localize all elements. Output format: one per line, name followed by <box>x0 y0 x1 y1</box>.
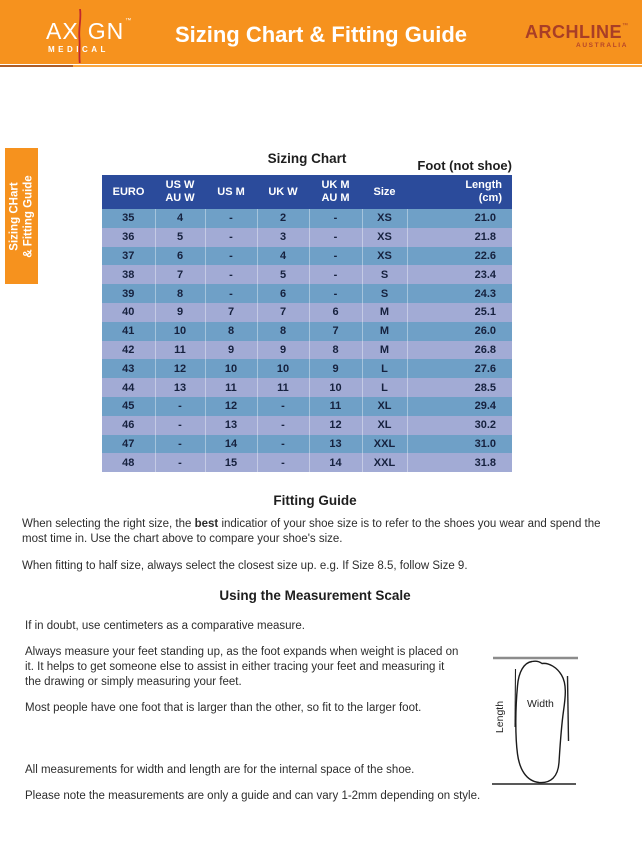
foot-measurement-diagram <box>488 650 600 795</box>
table-row <box>102 378 512 397</box>
table-cell: 8 <box>155 284 205 303</box>
table-cell: XS <box>362 209 407 228</box>
table-cell: 13 <box>155 378 205 397</box>
table-cell: 13 <box>205 416 257 435</box>
table-row <box>102 359 512 378</box>
table-cell: 3 <box>257 228 309 247</box>
table-cell: - <box>155 435 205 454</box>
table-cell: XXL <box>362 453 407 472</box>
table-row <box>102 416 512 435</box>
width-label: Width <box>527 698 554 710</box>
side-tab-line2: & Fitting Guide <box>22 175 34 258</box>
table-cell: 25.1 <box>474 306 496 319</box>
table-cell: - <box>309 247 362 266</box>
table-cell: - <box>205 284 257 303</box>
table-cell: XS <box>362 228 407 247</box>
table-cell: - <box>257 397 309 416</box>
sizing-table-header-row <box>102 175 512 209</box>
table-cell: XL <box>362 416 407 435</box>
table-cell: L <box>362 359 407 378</box>
table-row <box>102 247 512 266</box>
table-cell: 45 <box>102 397 155 416</box>
table-cell: 12 <box>205 397 257 416</box>
column-header: UK M AU M <box>309 175 362 209</box>
table-cell: 38 <box>102 265 155 284</box>
measurement-paragraph-5: Please note the measurements are only a guide and can vary 1-2mm depending on style. <box>25 790 481 802</box>
table-cell: L <box>362 378 407 397</box>
table-cell: 14 <box>309 453 362 472</box>
table-cell: - <box>205 209 257 228</box>
table-cell: 9 <box>205 341 257 360</box>
measurement-heading: Using the Measurement Scale <box>219 588 411 603</box>
paragraph-bold-word: best <box>194 518 219 530</box>
column-header: UK W <box>257 175 309 209</box>
column-header: Size <box>362 175 407 209</box>
table-cell: - <box>155 416 205 435</box>
axign-trademark: ™ <box>125 18 133 24</box>
table-cell: 10 <box>257 359 309 378</box>
table-row <box>102 453 512 472</box>
table-cell: 11 <box>205 378 257 397</box>
table-cell: 21.8 <box>474 231 496 244</box>
table-cell: 4 <box>155 209 205 228</box>
side-tab <box>5 148 38 284</box>
table-cell: - <box>309 228 362 247</box>
table-cell: 8 <box>309 341 362 360</box>
table-cell: 31.8 <box>474 456 496 469</box>
table-row <box>102 284 512 303</box>
table-cell: 41 <box>102 322 155 341</box>
axign-red-line-icon <box>77 9 83 63</box>
table-cell: - <box>155 453 205 472</box>
table-cell: 31.0 <box>474 437 496 450</box>
table-row <box>102 303 512 322</box>
table-cell: 6 <box>257 284 309 303</box>
table-cell: 6 <box>309 303 362 322</box>
table-cell: 15 <box>205 453 257 472</box>
measurement-paragraph-4: All measurements for width and length are for the internal space of the shoe. <box>25 764 415 776</box>
table-cell: - <box>205 265 257 284</box>
table-cell: - <box>257 435 309 454</box>
axign-word-right: GN <box>87 18 125 44</box>
table-cell: S <box>362 265 407 284</box>
table-cell: 42 <box>102 341 155 360</box>
table-cell: - <box>205 228 257 247</box>
table-row <box>102 209 512 228</box>
table-cell: XXL <box>362 435 407 454</box>
table-cell: 28.5 <box>474 381 496 394</box>
archline-sublabel: AUSTRALIA <box>576 42 628 49</box>
sizing-table-body <box>102 209 512 472</box>
table-cell: 21.0 <box>474 212 496 225</box>
table-cell: 12 <box>155 359 205 378</box>
table-cell: 10 <box>309 378 362 397</box>
length-label: Length <box>494 700 506 734</box>
table-cell: 30.2 <box>474 419 496 432</box>
archline-wordmark: ARCHLINE <box>525 22 622 42</box>
archline-logo <box>525 23 628 50</box>
table-cell: 6 <box>155 247 205 266</box>
fitting-guide-heading: Fitting Guide <box>273 493 357 508</box>
table-cell: 10 <box>155 322 205 341</box>
table-cell: 39 <box>102 284 155 303</box>
table-row <box>102 397 512 416</box>
table-cell: 24.3 <box>474 287 496 300</box>
measurement-paragraph-1: If in doubt, use centimeters as a comparative measure. <box>25 620 305 632</box>
table-cell: 9 <box>309 359 362 378</box>
table-cell: 47 <box>102 435 155 454</box>
table-cell: 13 <box>309 435 362 454</box>
table-cell: 9 <box>257 341 309 360</box>
column-header: Length (cm) <box>407 175 512 209</box>
table-cell: 35 <box>102 209 155 228</box>
table-cell: 5 <box>257 265 309 284</box>
foot-outline-icon <box>516 661 566 782</box>
table-cell: M <box>362 341 407 360</box>
paragraph-text: indicatior of your shoe size is to refer to the shoes you wear and spend the most time in. Use the chart above to compare your shoe's size. <box>22 518 601 545</box>
table-cell: - <box>309 265 362 284</box>
table-cell: 7 <box>155 265 205 284</box>
table-cell: 12 <box>309 416 362 435</box>
column-header: US M <box>205 175 257 209</box>
table-cell: 14 <box>205 435 257 454</box>
table-cell: XS <box>362 247 407 266</box>
table-row <box>102 341 512 360</box>
axign-word-left: AX <box>46 18 79 44</box>
table-cell: - <box>309 209 362 228</box>
sizing-table <box>102 175 512 472</box>
table-row <box>102 228 512 247</box>
axign-wordmark <box>46 20 132 43</box>
table-cell: 11 <box>257 378 309 397</box>
table-cell: 10 <box>205 359 257 378</box>
table-cell: 7 <box>257 303 309 322</box>
table-cell: 23.4 <box>474 268 496 281</box>
table-cell: 26.8 <box>474 343 496 356</box>
table-cell: 11 <box>155 341 205 360</box>
axign-logo <box>46 20 132 54</box>
column-header: EURO <box>102 175 155 209</box>
table-cell: 37 <box>102 247 155 266</box>
table-cell: 7 <box>309 322 362 341</box>
sizing-chart-title: Sizing Chart <box>267 151 347 166</box>
fitting-guide-paragraph-1 <box>22 517 622 547</box>
table-row <box>102 435 512 454</box>
measurement-paragraph-2: Always measure your feet standing up, as the foot expands when weight is placed on it. It helps to get someone else to assist in either tracing your feet and measuring it the drawing or simply measuring your feet. <box>25 646 459 688</box>
header-rule-dark-segment <box>0 65 73 67</box>
table-cell: M <box>362 303 407 322</box>
table-cell: 27.6 <box>474 362 496 375</box>
table-cell: 8 <box>257 322 309 341</box>
table-cell: - <box>309 284 362 303</box>
table-cell: 5 <box>155 228 205 247</box>
table-cell: 48 <box>102 453 155 472</box>
foot-not-shoe-note: Foot (not shoe) <box>417 158 512 173</box>
paragraph-text: When selecting the right size, the <box>22 518 195 530</box>
table-cell: - <box>257 453 309 472</box>
archline-trademark: ™ <box>622 23 628 29</box>
header-rule <box>0 65 642 67</box>
table-cell: - <box>205 247 257 266</box>
table-cell: 29.4 <box>474 400 496 413</box>
page-title: Sizing Chart & Fitting Guide <box>174 22 468 47</box>
table-cell: 43 <box>102 359 155 378</box>
table-cell: 46 <box>102 416 155 435</box>
table-cell: 40 <box>102 303 155 322</box>
table-row <box>102 265 512 284</box>
measurement-paragraph-3: Most people have one foot that is larger than the other, so fit to the larger foot. <box>25 702 422 714</box>
table-cell: 4 <box>257 247 309 266</box>
table-cell: M <box>362 322 407 341</box>
table-cell: XL <box>362 397 407 416</box>
table-cell: S <box>362 284 407 303</box>
table-row <box>102 322 512 341</box>
fitting-guide-paragraph-2: When fitting to half size, always select the closest size up. e.g. If Size 8.5, follow Size 9. <box>22 560 468 572</box>
side-tab-line1: Sizing CHart <box>8 182 21 251</box>
table-cell: - <box>257 416 309 435</box>
table-cell: 7 <box>205 303 257 322</box>
column-header: US W AU W <box>155 175 205 209</box>
table-cell: 22.6 <box>474 249 496 262</box>
table-cell: 8 <box>205 322 257 341</box>
table-cell: 36 <box>102 228 155 247</box>
table-cell: 26.0 <box>474 325 496 338</box>
table-cell: 11 <box>309 397 362 416</box>
table-cell: 2 <box>257 209 309 228</box>
table-cell: 9 <box>155 303 205 322</box>
header-bar <box>0 0 642 64</box>
diagram-right-measure-line <box>568 676 569 741</box>
side-tab-label <box>6 149 39 285</box>
table-cell: 44 <box>102 378 155 397</box>
table-cell: - <box>155 397 205 416</box>
axign-sublabel: MEDICAL <box>48 45 109 54</box>
